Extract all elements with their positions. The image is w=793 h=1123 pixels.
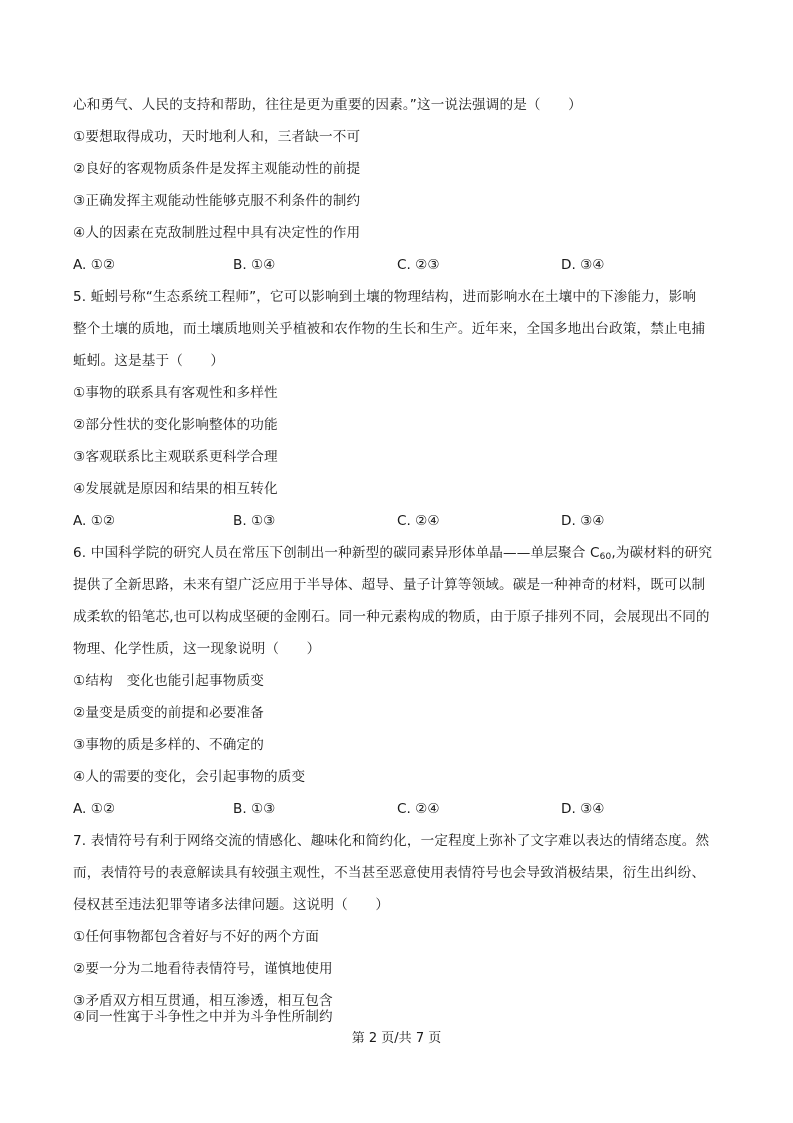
q6-c60-subscript: 60 (599, 552, 612, 562)
q7-item-2: ②要一分为二地看待表情符号，谨慎地使用 (73, 961, 333, 977)
q6-option-c[interactable]: C. ②④ (397, 801, 440, 817)
q5-item-3: ③客观联系比主观联系更科学合理 (73, 449, 278, 465)
q6-stem-line-3: 成柔软的铅笔芯,也可以构成坚硬的金刚石。同一种元素构成的物质，由于原子排列不同，会展现出不同的 (73, 609, 710, 625)
q6-item-1: ①结构 变化也能引起事物质变 (73, 673, 265, 689)
q4-options (73, 256, 733, 274)
q4-item-4: ④人的因素在克敌制胜过程中具有决定性的作用 (73, 225, 361, 241)
q6-item-2: ②量变是质变的前提和必要准备 (73, 705, 265, 721)
q4-option-c[interactable]: C. ②③ (397, 257, 440, 273)
q7-item-4: ④同一性寓于斗争性之中并为斗争性所制约 (73, 1009, 333, 1025)
q5-option-a[interactable]: A. ①② (73, 513, 116, 529)
q5-option-b[interactable]: B. ①③ (233, 513, 276, 529)
q6-stem-line-1-pre: 6. 中国科学院的研究人员在常压下创制出一种新型的碳同素异形体单晶——单层聚合 C (73, 545, 600, 561)
q4-item-3: ③正确发挥主观能动性能够克服不利条件的制约 (73, 193, 361, 209)
q4-item-2: ②良好的客观物质条件是发挥主观能动性的前提 (73, 161, 361, 177)
q5-item-2: ②部分性状的变化影响整体的功能 (73, 417, 278, 433)
q6-option-a[interactable]: A. ①② (73, 801, 116, 817)
q5-stem-line-2: 整个土壤的质地，而土壤质地则关乎植被和农作物的生长和生产。近年来，全国多地出台政策，禁止电捕 (73, 321, 706, 337)
q5-option-c[interactable]: C. ②④ (397, 513, 440, 529)
q4-option-b[interactable]: B. ①④ (233, 257, 276, 273)
q5-stem-line-3: 蚯蚓。这是基于（ ） (73, 353, 225, 369)
q5-options (73, 512, 733, 530)
q6-stem-line-1 (73, 544, 712, 566)
q6-option-d[interactable]: D. ③④ (561, 801, 605, 817)
q5-item-4: ④发展就是原因和结果的相互转化 (73, 481, 278, 497)
q6-option-b[interactable]: B. ①③ (233, 801, 276, 817)
q4-option-a[interactable]: A. ①② (73, 257, 116, 273)
q4-item-1: ①要想取得成功，天时地利人和，三者缺一不可 (73, 129, 361, 145)
q5-stem-line-1: 5. 蚯蚓号称“生态系统工程师”，它可以影响到土壤的物理结构，进而影响水在土壤中的下渗能力，影响 (73, 289, 697, 305)
q6-stem-line-1-post: ,为碳材料的研究 (611, 545, 713, 561)
q6-options (73, 800, 733, 818)
q5-item-1: ①事物的联系具有客观性和多样性 (73, 385, 278, 401)
q6-item-3: ③事物的质是多样的、不确定的 (73, 737, 265, 753)
page-footer: 第 2 页/共 7 页 (351, 1031, 442, 1046)
q5-option-d[interactable]: D. ③④ (561, 513, 605, 529)
q6-stem-line-2: 提供了全新思路，未来有望广泛应用于半导体、超导、量子计算等领域。碳是一种神奇的材料，既可以制 (73, 577, 706, 593)
q7-stem-line-1: 7. 表情符号有利于网络交流的情感化、趣味化和简约化，一定程度上弥补了文字难以表达的情绪态度。然 (73, 833, 710, 849)
q7-item-1: ①任何事物都包含着好与不好的两个方面 (73, 929, 319, 945)
q7-stem-line-2: 而，表情符号的表意解读具有较强主观性，不当甚至恶意使用表情符号也会导致消极结果，衍生出纠纷、 (73, 865, 706, 881)
q4-option-d[interactable]: D. ③④ (561, 257, 605, 273)
q6-stem-line-4: 物理、化学性质，这一现象说明（ ） (73, 641, 321, 657)
q7-stem-line-3: 侵权甚至违法犯罪等诸多法律问题。这说明（ ） (73, 897, 390, 913)
q6-item-4: ④人的需要的变化，会引起事物的质变 (73, 769, 306, 785)
q7-item-3: ③矛盾双方相互贯通，相互渗透，相互包含 (73, 993, 333, 1009)
q4-stem-tail: 心和勇气、人民的支持和帮助，往往是更为重要的因素。”这一说法强调的是（ ） (73, 97, 582, 113)
